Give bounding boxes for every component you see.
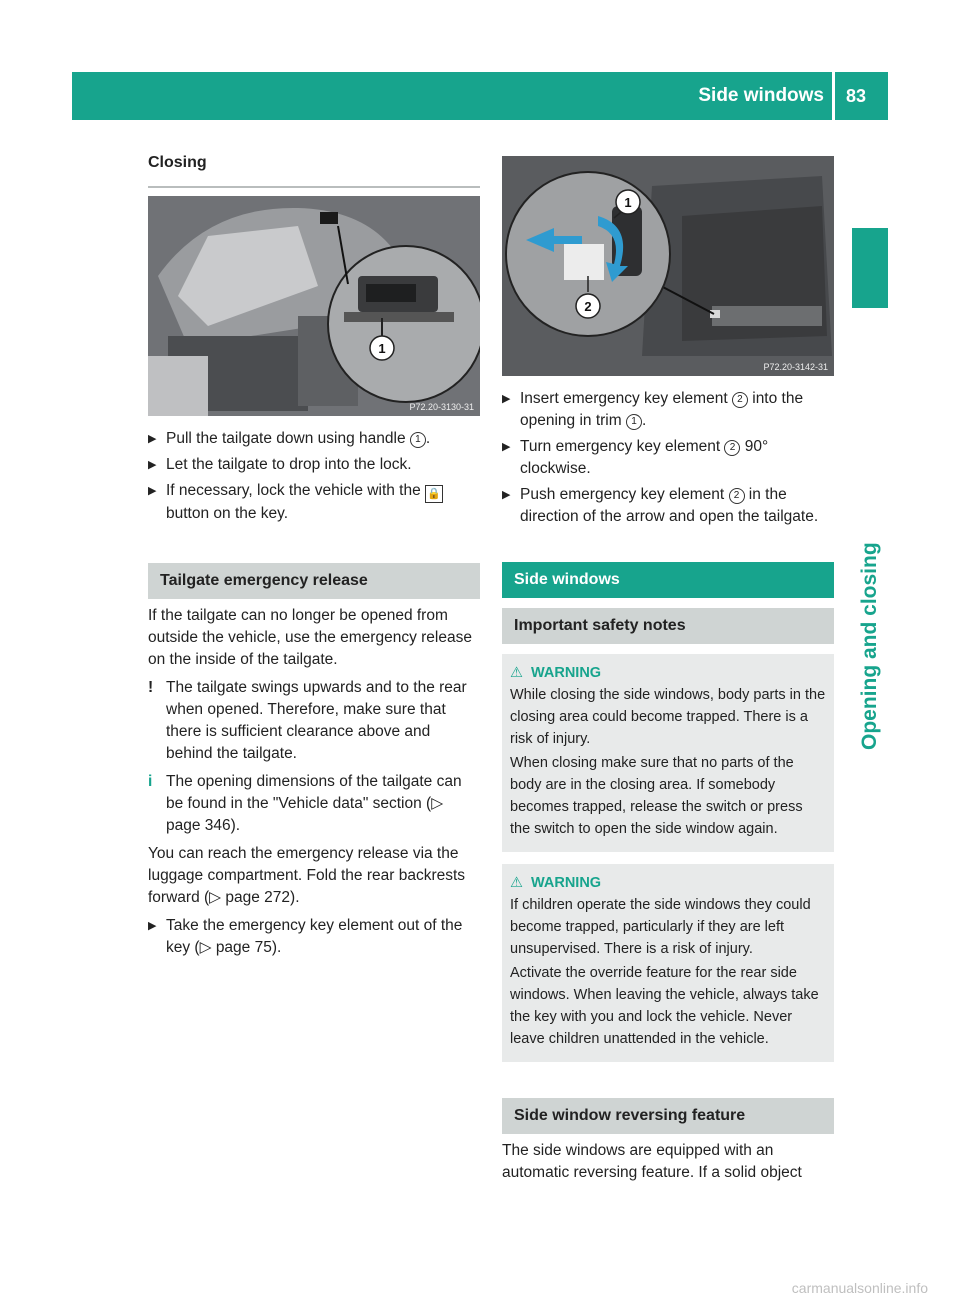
- figure2-code: P72.20-3142-31: [763, 362, 828, 372]
- warning-text-1: While closing the side windows, body parts in the closing area could become trapped. There is a risk of injury.: [510, 687, 826, 747]
- step-text: Take the emergency key element out of the key (▷ page 75).: [166, 917, 463, 956]
- emergency-release-heading: Tailgate emergency release: [148, 563, 480, 599]
- reach-text: You can reach the emergency release via the luggage compartment. Fold the rear backrests forward (▷ page 272).: [148, 845, 466, 906]
- info-note: [148, 771, 480, 837]
- step-take-key: [148, 915, 480, 959]
- warning-box-children: [502, 864, 834, 1062]
- info-icon: i: [148, 773, 153, 790]
- caution-note: [148, 677, 480, 765]
- arrow-right-icon: ▶: [148, 485, 157, 497]
- warning-header: [510, 662, 826, 684]
- warning-text-1: If children operate the side windows they could become trapped, particularly if they are left unsupervised. There is a risk of injury.: [510, 897, 811, 957]
- step-text: .: [641, 412, 647, 429]
- step-text: button on the key.: [166, 505, 289, 522]
- callout-2: 2: [724, 440, 740, 456]
- side-windows-heading: Side windows: [502, 562, 834, 598]
- arrow-right-icon: ▶: [502, 489, 511, 501]
- heading-rule: [148, 186, 480, 188]
- warning-label: WARNING: [531, 875, 602, 891]
- arrow-right-icon: ▶: [148, 459, 157, 471]
- warning-triangle-icon: ⚠: [510, 875, 523, 891]
- chapter-tab-label: Opening and closing: [858, 542, 881, 750]
- arrow-right-icon: ▶: [148, 433, 157, 445]
- tailgate-closing-figure: [148, 196, 480, 416]
- right-column: [502, 156, 834, 1190]
- step-pull-tailgate: [148, 428, 480, 450]
- callout-1: 1: [410, 432, 426, 448]
- step-text: in the direction of the arrow and open the tailgate.: [520, 486, 819, 525]
- left-column: [148, 152, 480, 963]
- safety-notes-heading: Important safety notes: [502, 608, 834, 644]
- step-push-key: [502, 484, 834, 528]
- header-divider: [832, 72, 835, 120]
- warning-header: [510, 872, 826, 894]
- step-text: Push emergency key element: [520, 486, 729, 503]
- reversing-feature-heading: Side window reversing feature: [502, 1098, 834, 1134]
- callout-1: 1: [626, 414, 642, 430]
- info-text: The opening dimensions of the tailgate can be found in the "Vehicle data" section (▷ page 346).: [166, 773, 462, 834]
- step-text: If necessary, lock the vehicle with the: [166, 482, 426, 499]
- callout-2: 2: [729, 488, 745, 504]
- closing-heading: Closing: [148, 154, 207, 171]
- figure1-callout: 1: [378, 341, 386, 356]
- tailgate-illustration: [148, 196, 480, 416]
- caution-icon: !: [148, 679, 154, 696]
- watermark: carmanualsonline.info: [791, 1280, 928, 1296]
- figure2-callout-2: 2: [584, 299, 592, 314]
- lock-key-icon: 🔒: [425, 485, 443, 503]
- step-text: Let the tailgate to drop into the lock.: [166, 456, 412, 473]
- emergency-key-illustration: [502, 156, 834, 376]
- step-text: into the opening in trim: [520, 390, 804, 429]
- arrow-right-icon: ▶: [148, 920, 157, 932]
- callout-2: 2: [732, 392, 748, 408]
- warning-triangle-icon: ⚠: [510, 665, 523, 681]
- warning-box-closing: [502, 654, 834, 852]
- emergency-key-figure: [502, 156, 834, 376]
- warning-label: WARNING: [531, 665, 602, 681]
- step-insert-key: [502, 388, 834, 432]
- arrow-right-icon: ▶: [502, 393, 511, 405]
- step-drop-lock: [148, 454, 480, 476]
- step-text: .: [425, 430, 431, 447]
- page-number: 83: [846, 86, 867, 106]
- figure2-callout-1: 1: [624, 195, 632, 210]
- step-turn-key: [502, 436, 834, 480]
- step-text: Turn emergency key element: [520, 438, 725, 455]
- reversing-text: The side windows are equipped with an automatic reversing feature. If a solid object: [502, 1142, 802, 1181]
- caution-text: The tailgate swings upwards and to the rear when opened. Therefore, make sure that there is sufficient clearance above and behind the tailgate.: [166, 679, 467, 762]
- step-text: Pull the tailgate down using handle: [166, 430, 410, 447]
- page-header-title: Side windows: [698, 85, 824, 106]
- step-text: 90° clockwise.: [520, 438, 769, 477]
- chapter-tab-marker: [852, 228, 888, 308]
- warning-text-2: When closing make sure that no parts of the body are in the closing area. If somebody becomes trapped, release the switch or press the switch to open the side window again.: [510, 755, 803, 837]
- warning-text-2: Activate the override feature for the rear side windows. When leaving the vehicle, always take the key with you and lock the vehicle. Never leave children unattended in the vehicle.: [510, 965, 819, 1047]
- emergency-intro: If the tailgate can no longer be opened from outside the vehicle, use the emergency release on the inside of the tailgate.: [148, 607, 472, 668]
- step-text: Insert emergency key element: [520, 390, 732, 407]
- step-lock-vehicle: [148, 480, 480, 525]
- arrow-right-icon: ▶: [502, 441, 511, 453]
- figure1-code: P72.20-3130-31: [409, 402, 474, 412]
